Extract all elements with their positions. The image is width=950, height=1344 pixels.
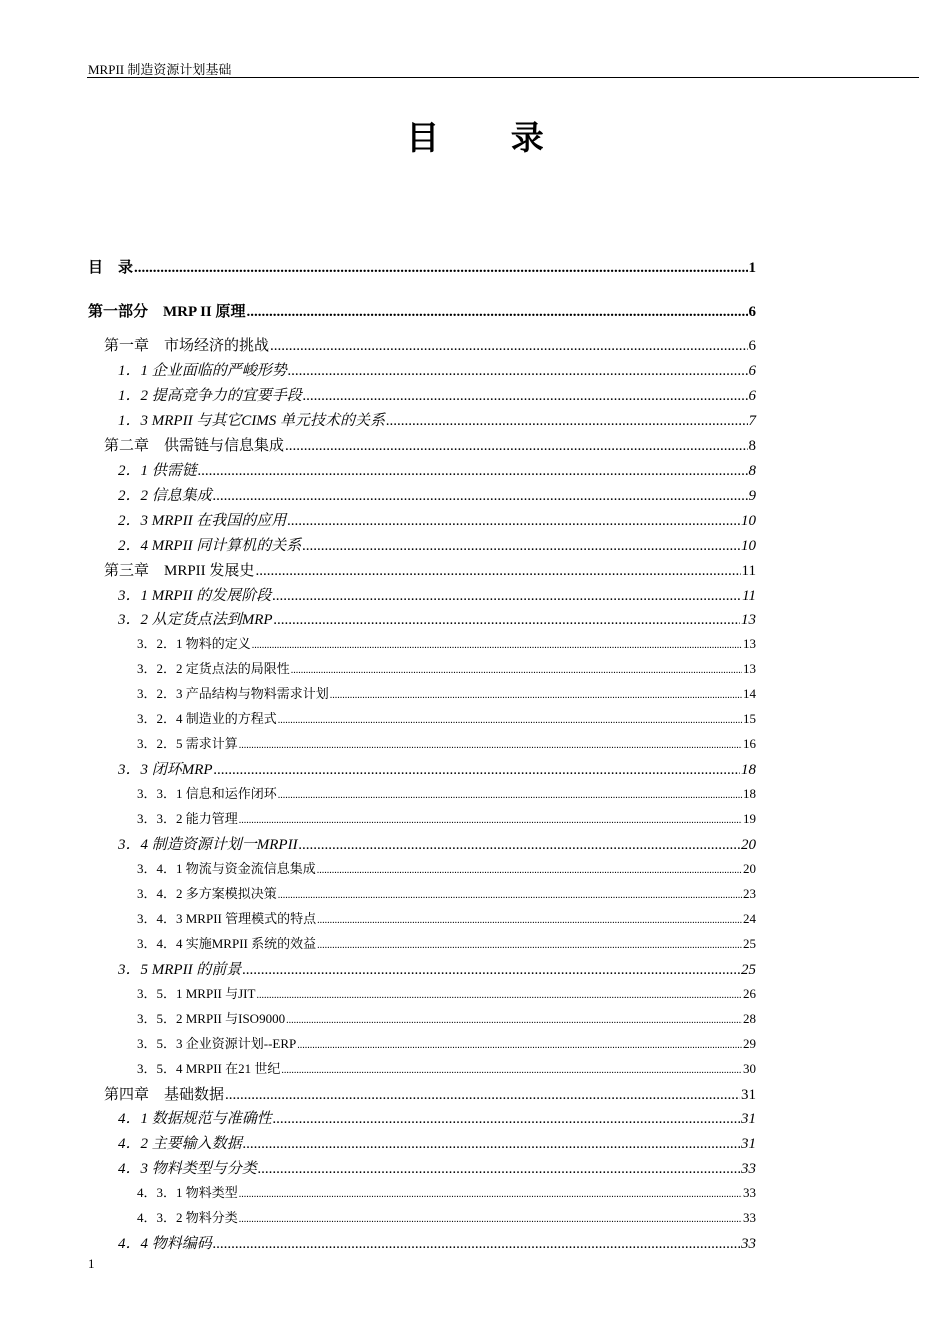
header-rule	[87, 77, 919, 78]
toc-entry-page: 6	[748, 338, 756, 354]
toc-leader-dots	[286, 1015, 742, 1026]
toc-entry-page: 33	[743, 1185, 756, 1201]
toc-entry[interactable]	[137, 733, 756, 752]
toc-leader-dots	[258, 1161, 740, 1178]
toc-entry-page: 8	[748, 462, 756, 479]
toc-entry-title: 3．5．1 MRPII 与JIT	[137, 985, 256, 1001]
toc-leader-dots	[274, 612, 740, 629]
toc-entry-title: 第二章 供需链与信息集成	[104, 437, 285, 454]
toc-entry-page: 19	[743, 811, 756, 827]
toc-entry-page: 26	[743, 985, 756, 1001]
toc-entry[interactable]	[137, 983, 756, 1002]
toc-entry-page: 13	[741, 612, 756, 629]
toc-entry[interactable]	[118, 1132, 756, 1153]
toc-entry-page: 25	[741, 961, 756, 978]
toc-entry[interactable]	[104, 559, 756, 580]
toc-entry[interactable]	[104, 334, 756, 355]
toc-entry-title: 3．5．4 MRPII 在21 世纪	[137, 1060, 281, 1076]
toc-entry-title: 4．2 主要输入数据	[118, 1136, 242, 1153]
toc-entry-title: 3．2 从定货点法到MRP	[118, 612, 273, 629]
toc-leader-dots	[239, 1189, 742, 1200]
toc-entry[interactable]	[118, 1232, 756, 1253]
toc-entry-page: 13	[743, 661, 756, 677]
toc-entry-title: 2．1 供需链	[118, 462, 197, 479]
page-number: 1	[88, 1256, 95, 1271]
toc-entry[interactable]	[137, 808, 756, 827]
toc-entry-title: 4．3．1 物料类型	[137, 1185, 238, 1201]
toc-entry[interactable]	[137, 708, 756, 727]
toc-entry-page: 7	[748, 412, 756, 429]
toc-entry[interactable]	[118, 384, 756, 405]
toc-entry-page: 13	[743, 636, 756, 652]
toc-leader-dots	[213, 1236, 740, 1253]
toc-entry[interactable]	[118, 584, 756, 605]
toc-entry-page: 6	[748, 387, 756, 404]
toc-entry-title: 1．3 MRPII 与其它CIMS 单元技术的关系	[118, 412, 386, 429]
toc-entry-title: 第四章 基础数据	[104, 1086, 225, 1103]
toc-entry-page: 25	[743, 935, 756, 951]
toc-entry-title: 4．1 数据规范与准确性	[118, 1111, 272, 1128]
toc-entry-page: 6	[748, 362, 756, 379]
toc-leader-dots	[134, 260, 747, 277]
toc-entry-page: 10	[741, 537, 756, 554]
toc-entry[interactable]	[137, 883, 756, 902]
toc-leader-dots	[317, 865, 742, 876]
toc-leader-dots	[297, 1040, 742, 1051]
toc-entry-title: 3．3．2 能力管理	[137, 811, 238, 827]
toc-leader-dots	[281, 1065, 742, 1076]
toc-entry-title: 第一章 市场经济的挑战	[104, 338, 270, 354]
toc-entry[interactable]	[118, 758, 756, 779]
toc-leader-dots	[278, 715, 742, 726]
toc-entry[interactable]	[137, 683, 756, 702]
toc-entry-title: 2．3 MRPII 在我国的应用	[118, 512, 287, 529]
toc-entry-title: 3．5．2 MRPII 与ISO9000	[137, 1010, 286, 1026]
toc-entry[interactable]	[137, 633, 756, 652]
toc-leader-dots	[299, 837, 740, 854]
toc-entry-page: 23	[743, 885, 756, 901]
toc-entry[interactable]	[137, 1058, 756, 1077]
toc-entry-title: 3．2．2 定货点法的局限性	[137, 661, 290, 677]
toc-entry[interactable]	[118, 958, 756, 979]
toc-entry-page: 11	[741, 562, 756, 579]
toc-leader-dots	[256, 990, 742, 1001]
toc-entry-title: 3．1 MRPII 的发展阶段	[118, 587, 272, 604]
toc-entry-page: 8	[748, 437, 756, 454]
toc-entry[interactable]	[118, 484, 756, 505]
toc-entry[interactable]	[137, 858, 756, 877]
toc-entry-title: 3．2．1 物料的定义	[137, 636, 251, 652]
toc-entry-title: 2．4 MRPII 同计算机的关系	[118, 537, 302, 554]
toc-entry-page: 16	[743, 736, 756, 752]
toc-entry-title: 3．2．4 制造业的方程式	[137, 711, 277, 727]
toc-leader-dots	[317, 915, 742, 926]
toc-entry-title: 3．5．3 企业资源计划--ERP	[137, 1035, 297, 1051]
toc-leader-dots	[291, 665, 742, 676]
toc-leader-dots	[270, 338, 747, 355]
toc-entry-title: 4．3．2 物料分类	[137, 1210, 238, 1226]
toc-entry-page: 10	[741, 512, 756, 529]
toc-entry-title: 第一部分 MRP II 原理	[88, 304, 246, 320]
toc-entry[interactable]	[137, 658, 756, 677]
toc-entry-page: 11	[742, 587, 756, 604]
toc-entry-page: 33	[741, 1236, 756, 1253]
toc-entry-title: 3．3．1 信息和运作闭环	[137, 786, 277, 802]
page-title: 目 录	[406, 118, 574, 157]
toc-entry-title: 3．2．5 需求计算	[137, 736, 238, 752]
running-header: MRPII 制造资源计划基础	[88, 62, 232, 77]
toc-leader-dots	[239, 1214, 742, 1225]
toc-entry-page: 24	[743, 910, 756, 926]
toc-leader-dots	[285, 438, 747, 455]
toc-leader-dots	[303, 388, 748, 405]
toc-leader-dots	[288, 363, 748, 380]
toc-entry[interactable]	[137, 783, 756, 802]
toc-entry-page: 33	[741, 1161, 756, 1178]
toc-entry-title: 第三章 MRPII 发展史	[104, 562, 255, 579]
toc-entry-page: 1	[748, 260, 756, 276]
toc-entry[interactable]	[137, 1182, 756, 1201]
toc-entry[interactable]	[137, 1008, 756, 1027]
toc-entry[interactable]	[118, 359, 756, 380]
toc-entry-title: 3．4．1 物流与资金流信息集成	[137, 860, 316, 876]
toc-entry-title: 4．3 物料类型与分类	[118, 1161, 257, 1178]
toc-leader-dots	[243, 1136, 740, 1153]
toc-entry-page: 28	[743, 1010, 756, 1026]
toc-leader-dots	[255, 563, 740, 580]
toc-entry[interactable]	[118, 459, 756, 480]
toc-leader-dots	[272, 588, 741, 605]
toc-entry-page: 9	[748, 487, 756, 504]
toc-entry-page: 29	[743, 1035, 756, 1051]
toc-entry[interactable]	[104, 1083, 756, 1104]
toc-entry-title: 3．4．3 MRPII 管理模式的特点	[137, 910, 317, 926]
toc-entry-page: 31	[741, 1136, 756, 1153]
toc-entry[interactable]	[137, 933, 756, 952]
toc-entry-page: 14	[743, 686, 756, 702]
toc-entry-page: 18	[741, 762, 756, 779]
toc-leader-dots	[239, 740, 742, 751]
toc-entry-page: 31	[741, 1111, 756, 1128]
toc-entry-title: 目 录	[88, 260, 134, 276]
toc-entry[interactable]	[118, 1157, 756, 1178]
toc-leader-dots	[247, 304, 748, 321]
toc-leader-dots	[302, 538, 740, 555]
toc-entry-page: 20	[741, 837, 756, 853]
toc-entry-title: 2．2 信息集成	[118, 487, 212, 504]
toc-entry[interactable]	[118, 608, 756, 629]
toc-leader-dots	[239, 815, 742, 826]
toc-entry[interactable]	[118, 534, 756, 555]
toc-entry-page: 33	[743, 1210, 756, 1226]
toc-entry[interactable]	[118, 509, 756, 530]
toc-entry[interactable]	[118, 833, 756, 854]
toc-entry-page: 20	[743, 860, 756, 876]
toc-entry[interactable]	[137, 1033, 756, 1052]
toc-leader-dots	[214, 762, 740, 779]
toc-leader-dots	[317, 940, 742, 951]
toc-entry-title: 3．2．3 产品结构与物料需求计划	[137, 686, 329, 702]
toc-entry-title: 4．4 物料编码	[118, 1236, 212, 1253]
toc-entry-title: 3．4 制造资源计划一MRPII	[118, 837, 298, 853]
toc-entry-title: 3．4．2 多方案模拟决策	[137, 885, 277, 901]
toc-entry-page: 6	[748, 304, 756, 320]
toc-leader-dots	[278, 790, 742, 801]
toc-leader-dots	[252, 640, 742, 651]
toc-entry[interactable]	[137, 1207, 756, 1226]
toc-entry-page: 18	[743, 786, 756, 802]
toc-entry-page: 31	[741, 1086, 756, 1103]
toc-leader-dots	[198, 463, 748, 480]
toc-entry-title: 1．2 提高竞争力的宜要手段	[118, 387, 302, 404]
toc-leader-dots	[242, 962, 740, 979]
toc-leader-dots	[287, 513, 740, 530]
toc-entry-title: 3．4．4 实施MRPII 系统的效益	[137, 935, 317, 951]
toc-entry[interactable]	[88, 256, 756, 277]
toc-leader-dots	[278, 890, 742, 901]
toc-entry-title: 1．1 企业面临的严峻形势	[118, 362, 287, 379]
toc-leader-dots	[273, 1111, 740, 1128]
toc-entry-title: 3．5 MRPII 的前景	[118, 961, 242, 978]
toc-entry[interactable]	[118, 409, 756, 430]
toc-leader-dots	[213, 488, 748, 505]
toc-entry-page: 15	[743, 711, 756, 727]
toc-leader-dots	[225, 1087, 740, 1104]
toc-entry[interactable]	[118, 1107, 756, 1128]
toc-entry-page: 30	[743, 1060, 756, 1076]
toc-leader-dots	[330, 690, 742, 701]
toc-entry[interactable]	[104, 434, 756, 455]
toc-leader-dots	[386, 413, 747, 430]
toc-entry-title: 3．3 闭环MRP	[118, 762, 213, 779]
toc-entry[interactable]	[137, 908, 756, 927]
toc-entry[interactable]	[88, 300, 756, 321]
